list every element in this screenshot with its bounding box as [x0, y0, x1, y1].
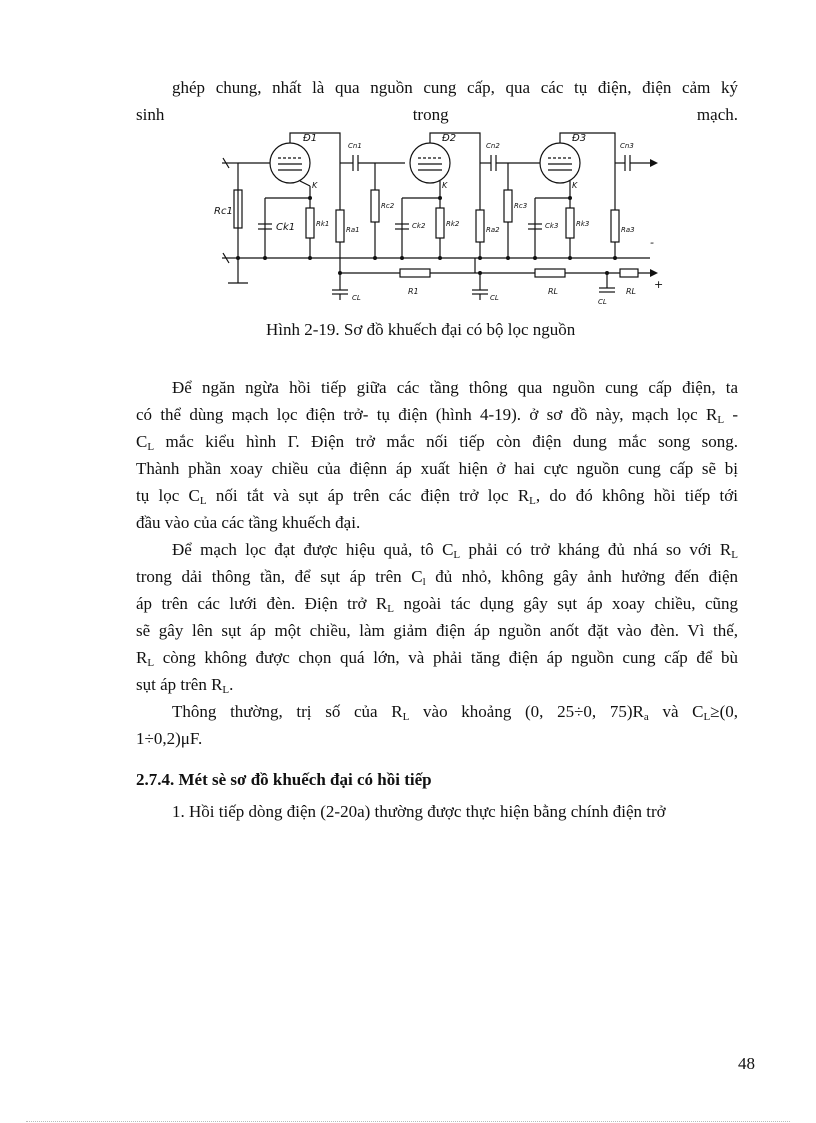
label-k1: K: [312, 181, 318, 190]
label-rk3: Rk3: [576, 220, 590, 228]
label-tube1: Đ1: [303, 133, 318, 144]
intro-line-1: ghép chung, nhất là qua nguồn cung cấp, qua các tụ điện, điện cảm ký: [172, 78, 738, 97]
label-tube2: Đ2: [442, 133, 457, 144]
p1-line-2: có thể dùng mạch lọc điện trở- tụ điện (hình 4-19). ở sơ đồ này, mạch lọc $R_L$ -: [136, 405, 738, 426]
label-rl2: RL: [626, 287, 637, 296]
label-r1: R1: [408, 287, 419, 296]
intro-word-2: trong: [412, 105, 449, 124]
section-heading: 2.7.4. Mét sè sơ đồ khuếch đại có hồi tiếp: [136, 770, 432, 789]
label-minus: -: [650, 236, 654, 249]
label-ck1: Ck1: [276, 222, 296, 233]
intro-word-1: sinh: [136, 105, 165, 124]
p2-line-1: Để mạch lọc đạt được hiệu quả, tô $C_L$ phải có trở kháng đủ nhá so với $R_L$: [172, 540, 738, 561]
intro-line-2: [136, 101, 738, 128]
label-rk2: Rk2: [446, 220, 460, 228]
p2-line-4: sẽ gây lên sụt áp một chiều, làm giảm điện áp nguồn anốt đặt vào đèn. Vì thế,: [136, 621, 738, 640]
p3-line-1: Thông thường, trị số của $R_L$ vào khoảng (0, 25÷0, $75)R_a$ và $C_L\ge(0$,: [172, 702, 738, 723]
label-cl1: CL: [352, 294, 361, 302]
p3-line-2: 1÷0,2)μF.: [136, 729, 203, 748]
label-k3: K: [572, 181, 578, 190]
p2-line-6: sụt áp trên $R_L$.: [136, 675, 234, 696]
label-rk1: Rk1: [316, 220, 330, 228]
intro-word-3: mạch.: [696, 105, 738, 124]
label-ck2: Ck2: [412, 222, 426, 230]
label-rc1: Rc1: [214, 206, 233, 217]
label-cn3: Cn3: [620, 142, 634, 150]
p1-line-5: tụ lọc $C_L$ nối tắt và sụt áp trên các điện trở lọc $R_L$, do đó không hồi tiếp tới: [136, 486, 738, 507]
p1-line-4: Thành phần xoay chiều của điệnn áp xuất hiện ở hai cực nguồn cung cấp sẽ bị: [136, 459, 738, 478]
p1-line-6: đầu vào của các tầng khuếch đại.: [136, 513, 361, 532]
label-tube3: Đ3: [572, 133, 587, 144]
p1-line-1: Để ngăn ngừa hồi tiếp giữa các tầng thông qua nguồn cung cấp điện, ta: [172, 378, 738, 397]
label-cn2: Cn2: [486, 142, 500, 150]
section-item-1: 1. Hồi tiếp dòng điện (2-20a) thường được thực hiện bằng chính điện trở: [172, 802, 666, 821]
p2-line-2: trong dải thông tần, để sụt áp trên $C_l$ đủ nhỏ, không gây ảnh hưởng đến điện: [136, 567, 739, 588]
label-ra2: Ra2: [486, 226, 500, 234]
page-number: 48: [738, 1054, 755, 1073]
label-ra1: Ra1: [346, 226, 360, 234]
label-rc2: Rc2: [381, 202, 395, 210]
label-plus: +: [654, 278, 664, 291]
label-cn1: Cn1: [348, 142, 362, 150]
label-cl3: CL: [598, 298, 607, 306]
label-rl1: RL: [548, 287, 559, 296]
p2-line-5: $R_L$ còng không được chọn quá lớn, và phải tăng điện áp nguồn cung cấp để bù: [136, 648, 738, 669]
p2-line-3: áp trên các lưới đèn. Điện trở $R_L$ ngoài tác dụng gây sụt áp xoay chiều, cũng: [136, 594, 738, 615]
label-k2: K: [442, 181, 448, 190]
circuit-diagram: [210, 128, 670, 313]
figure-caption: Hình 2-19. Sơ đồ khuếch đại có bộ lọc nguồn: [266, 320, 576, 339]
label-ck3: Ck3: [545, 222, 559, 230]
p1-line-3: $C_L$ mắc kiểu hình Γ. Điện trở mắc nối tiếp còn điện dung mắc song song.: [136, 432, 738, 453]
footer-divider: [26, 1121, 790, 1122]
label-ra3: Ra3: [621, 226, 635, 234]
label-cl2: CL: [490, 294, 499, 302]
label-rc3: Rc3: [514, 202, 528, 210]
